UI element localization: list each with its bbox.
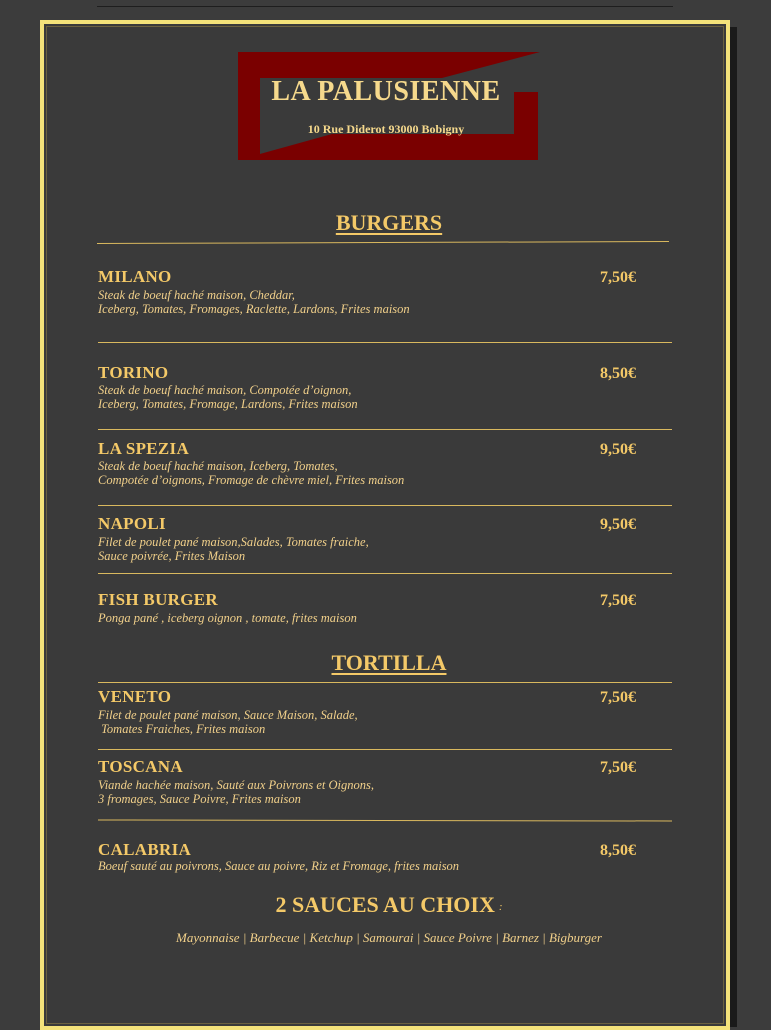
item-desc-toscana: Viande hachée maison, Sauté aux Poivrons et Oignons, 3 fromages, Sauce Poivre, Frites maison [98,778,374,806]
item-desc-calabria: Boeuf sauté au poivrons, Sauce au poivre, Riz et Fromage, frites maison [98,859,460,873]
item-name-la-spezia: LA SPEZIA [98,439,190,458]
item-name-fish-burger: FISH BURGER [98,590,218,609]
sauces-list: Mayonnaise | Barbecue | Ketchup | Samourai | Sauce Poivre | Barnez | Bigburger [176,930,602,945]
item-name-calabria: CALABRIA [98,840,192,859]
item-divider [98,505,672,506]
item-desc-milano: Steak de boeuf haché maison, Cheddar, Iceberg, Tomates, Fromages, Raclette, Lardons, Frites maison [98,288,410,316]
item-divider [98,342,672,343]
item-desc-fish-burger: Ponga pané , iceberg oignon , tomate, frites maison [98,611,357,625]
sauces-title-colon: : [498,900,503,913]
item-desc-veneto: Filet de poulet pané maison, Sauce Maison, Salade, Tomates Fraiches, Frites maison [98,708,358,736]
item-price-calabria: 8,50€ [600,842,636,859]
item-divider [98,573,672,574]
item-divider [98,429,672,430]
sauces-title [44,892,734,918]
item-name-milano: MILANO [98,267,172,286]
section-rule [98,682,672,683]
item-price-torino: 8,50€ [600,365,636,382]
item-price-milano: 7,50€ [600,269,636,286]
item-desc-la-spezia: Steak de boeuf haché maison, Iceberg, Tomates, Compotée d’oignons, Fromage de chèvre miel, Frites maison [98,459,405,487]
item-divider [98,749,672,750]
item-price-napoli: 9,50€ [600,516,636,533]
item-name-napoli: NAPOLI [98,514,166,533]
item-desc-torino: Steak de boeuf haché maison, Compotée d’oignon, Iceberg, Tomates, Fromage, Lardons, Frites maison [98,383,358,411]
section-rule [97,241,669,244]
item-desc-napoli: Filet de poulet pané maison,Salades, Tomates fraiche, Sauce poivrée, Frites Maison [98,535,369,563]
item-price-la-spezia: 9,50€ [600,441,636,458]
sauces-title-text: 2 SAUCES AU CHOIX [275,892,495,917]
item-price-toscana: 7,50€ [600,759,636,776]
item-price-veneto: 7,50€ [600,689,636,706]
top-divider [97,6,673,7]
section-title-burgers: BURGERS [335,210,443,235]
item-name-veneto: VENETO [98,687,172,706]
menu-page [40,20,730,1030]
item-divider [98,819,672,821]
section-title-tortilla: TORTILLA [331,650,447,675]
item-price-fish-burger: 7,50€ [600,592,636,609]
restaurant-address: 10 Rue Diderot 93000 Bobigny [307,122,465,136]
restaurant-name: LA PALUSIENNE [271,76,501,107]
item-name-toscana: TOSCANA [98,757,183,776]
item-name-torino: TORINO [98,363,169,382]
restaurant-logo [232,48,540,164]
